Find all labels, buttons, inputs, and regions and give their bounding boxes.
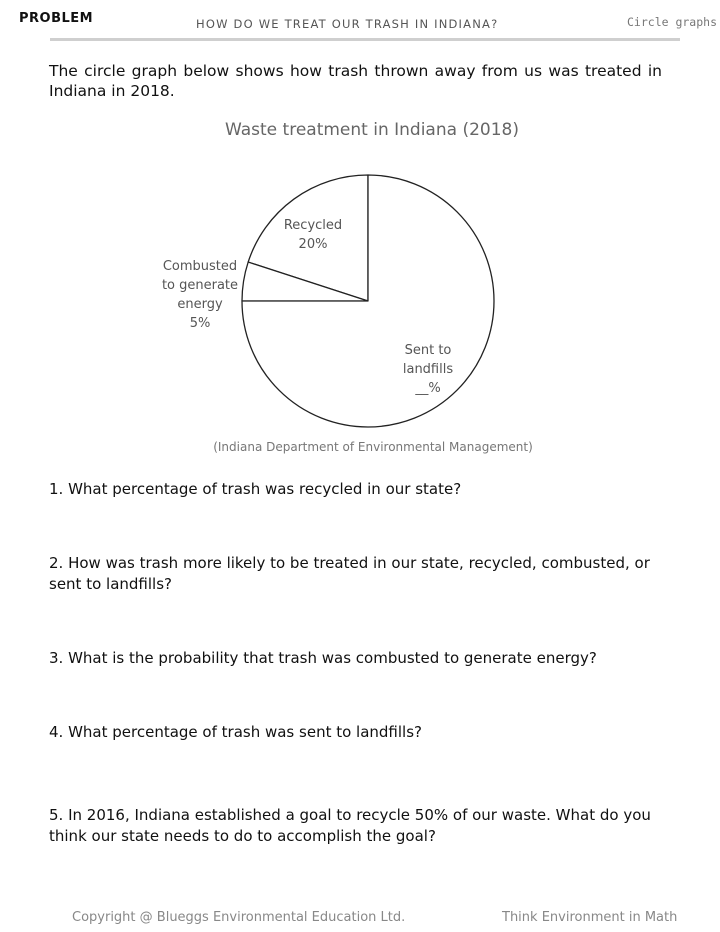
question-2: 2. How was trash more likely to be treated in our state, recycled, combusted, or sent to landfills? — [49, 554, 650, 593]
copyright-text: Copyright @ Blueggs Environmental Education Ltd. — [72, 910, 406, 925]
topic-tag: Circle graphs — [627, 15, 718, 29]
pie-slice-label-1: Recycled 20% — [283, 218, 343, 252]
intro-paragraph: The circle graph below shows how trash thrown away from us was treated in Indiana in 2018. — [49, 62, 662, 100]
question-5: 5. In 2016, Indiana established a goal to recycle 50% of our waste. What do you think our state needs to do to accomplish the goal? — [49, 806, 651, 845]
problem-label: PROBLEM — [19, 11, 94, 26]
chart-source: (Indiana Department of Environmental Management) — [213, 440, 533, 454]
worksheet-title: HOW DO WE TREAT OUR TRASH IN INDIANA? — [196, 17, 499, 31]
question-1: 1. What percentage of trash was recycled in our state? — [49, 480, 462, 498]
pie-chart — [0, 0, 720, 460]
pie-slice-label-2: Combusted to generate energy 5% — [161, 259, 239, 331]
question-3: 3. What is the probability that trash was combusted to generate energy? — [49, 649, 597, 667]
chart-title: Waste treatment in Indiana (2018) — [225, 120, 519, 140]
question-4: 4. What percentage of trash was sent to landfills? — [49, 723, 422, 741]
pie-slice-label-3: Sent to landfills __% — [402, 343, 454, 396]
footer-tagline: Think Environment in Math — [502, 910, 678, 925]
